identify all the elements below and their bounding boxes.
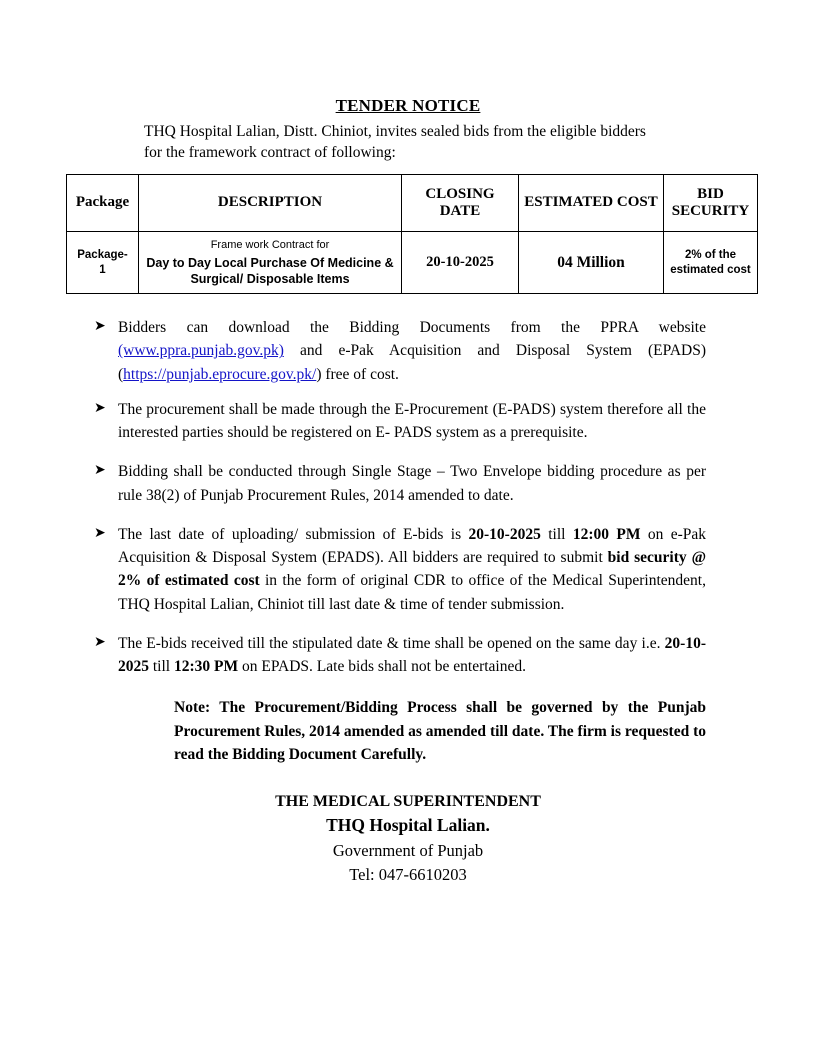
arrow-bullet-icon: ➤ — [94, 463, 106, 479]
intro-paragraph — [66, 122, 750, 164]
list-item — [66, 398, 750, 445]
cell-bid-security-line-1: 2% of the — [684, 248, 737, 261]
signature-title: THE MEDICAL SUPERINTENDENT — [275, 793, 541, 811]
tender-table — [66, 174, 758, 294]
list-item — [66, 523, 750, 616]
column-header-description: DESCRIPTION — [139, 174, 402, 231]
cell-estimated-cost: 04 Million — [519, 231, 664, 293]
cell-package — [67, 231, 139, 293]
intro-line-2: for the framework contract of following: — [144, 143, 396, 161]
bullet-4-part-3: on e-Pak Acquisition & Disposal System (EPADS). All bidders are required to submit — [118, 525, 706, 567]
bullet-4-part-4: in the form of original CDR to office of the Medical Superintendent, THQ Hospital Lalian, Chiniot till last date & time of tender submission. — [118, 572, 706, 613]
bullet-5-time: 12:30 PM — [173, 658, 239, 676]
signature-telephone: Tel: 047-6610203 — [349, 864, 467, 884]
cell-bid-security-line-2: estimated cost — [670, 263, 751, 276]
bullet-4-date: 20-10-2025 — [468, 525, 541, 543]
ppra-website-link[interactable]: (www.ppra.punjab.gov.pk) — [118, 342, 284, 360]
cell-description — [139, 231, 402, 293]
description-subtitle: Frame work Contract for — [210, 238, 330, 251]
table-header-row — [67, 174, 758, 231]
page-title: TENDER NOTICE — [335, 96, 481, 115]
closing-date-line-2: DATE — [439, 202, 481, 219]
package-line-2: 1 — [99, 263, 106, 276]
bullet-1-text — [118, 319, 706, 383]
bullet-5-text — [118, 635, 706, 675]
signature-block — [66, 790, 750, 886]
column-header-estimated-cost: ESTIMATED COST — [519, 174, 664, 231]
list-item — [66, 316, 750, 386]
bullet-5-date: 20-10-2025 — [118, 634, 706, 676]
column-header-package: Package — [67, 174, 139, 231]
note-paragraph: Note: The Procurement/Bidding Process shall be governed by the Punjab Procurement Rules, 2014 amended as amended till date. The firm is requested to read the Bidding Document Carefully. — [174, 699, 706, 763]
description-main — [143, 255, 397, 288]
column-header-closing-date — [402, 174, 519, 231]
table-row — [67, 231, 758, 293]
bullet-2-text: The procurement shall be made through the E-Procurement (E-PADS) system therefore all the interested parties should be registered on E- PADS system as a prerequisite. — [118, 400, 706, 442]
bullet-4-time: 12:00 PM — [572, 525, 641, 543]
signature-government: Government of Punjab — [332, 840, 484, 860]
arrow-bullet-icon: ➤ — [94, 634, 106, 650]
arrow-bullet-icon: ➤ — [94, 319, 106, 335]
signature-hospital: THQ Hospital Lalian. — [326, 815, 490, 836]
epads-website-link[interactable]: https://punjab.eprocure.gov.pk/ — [123, 365, 317, 383]
bullet-list — [66, 316, 750, 678]
bid-security-line-1: BID — [697, 185, 724, 202]
bullet-4-part-1: The last date of uploading/ submission of E-bids is — [118, 525, 469, 543]
bullet-1-part-3: ) free of cost. — [316, 365, 399, 383]
bullet-4-part-2: till — [540, 525, 573, 543]
closing-date-line-1: CLOSING — [425, 185, 495, 202]
column-header-bid-security — [664, 174, 758, 231]
bullet-3-text: Bidding shall be conducted through Single Stage – Two Envelope bidding procedure as per rule 38(2) of Punjab Procurement Rules, 2014 amended to date. — [118, 463, 706, 504]
bullet-4-security: bid security @ 2% of estimated cost — [118, 549, 706, 590]
arrow-bullet-icon: ➤ — [94, 400, 106, 416]
cell-bid-security — [664, 231, 758, 293]
bullet-1-part-1: Bidders can download the Bidding Documents from the PPRA website — [118, 319, 706, 337]
list-item — [66, 460, 750, 507]
bullet-5-part-1: The E-bids received till the stipulated date & time shall be opened on the same day i.e. — [118, 634, 665, 652]
bullet-5-part-2: till — [149, 658, 174, 676]
bid-security-line-2: SECURITY — [671, 202, 750, 219]
arrow-bullet-icon: ➤ — [94, 525, 106, 541]
bullet-1-part-2: and e-Pak Acquisition and Disposal System (EPADS) ( — [118, 342, 706, 383]
description-main-line-2: Surgical/ Disposable Items — [190, 271, 350, 286]
intro-line-1: THQ Hospital Lalian, Distt. Chiniot, invites sealed bids from the eligible bidders — [144, 123, 646, 140]
description-main-line-1: Day to Day Local Purchase Of Medicine & — [146, 255, 394, 270]
bullet-4-text — [118, 526, 706, 613]
list-item — [66, 632, 750, 679]
bullet-5-part-3: on EPADS. Late bids shall not be entertained. — [238, 658, 526, 676]
package-line-1: Package- — [77, 249, 128, 262]
cell-closing-date: 20-10-2025 — [402, 231, 519, 293]
